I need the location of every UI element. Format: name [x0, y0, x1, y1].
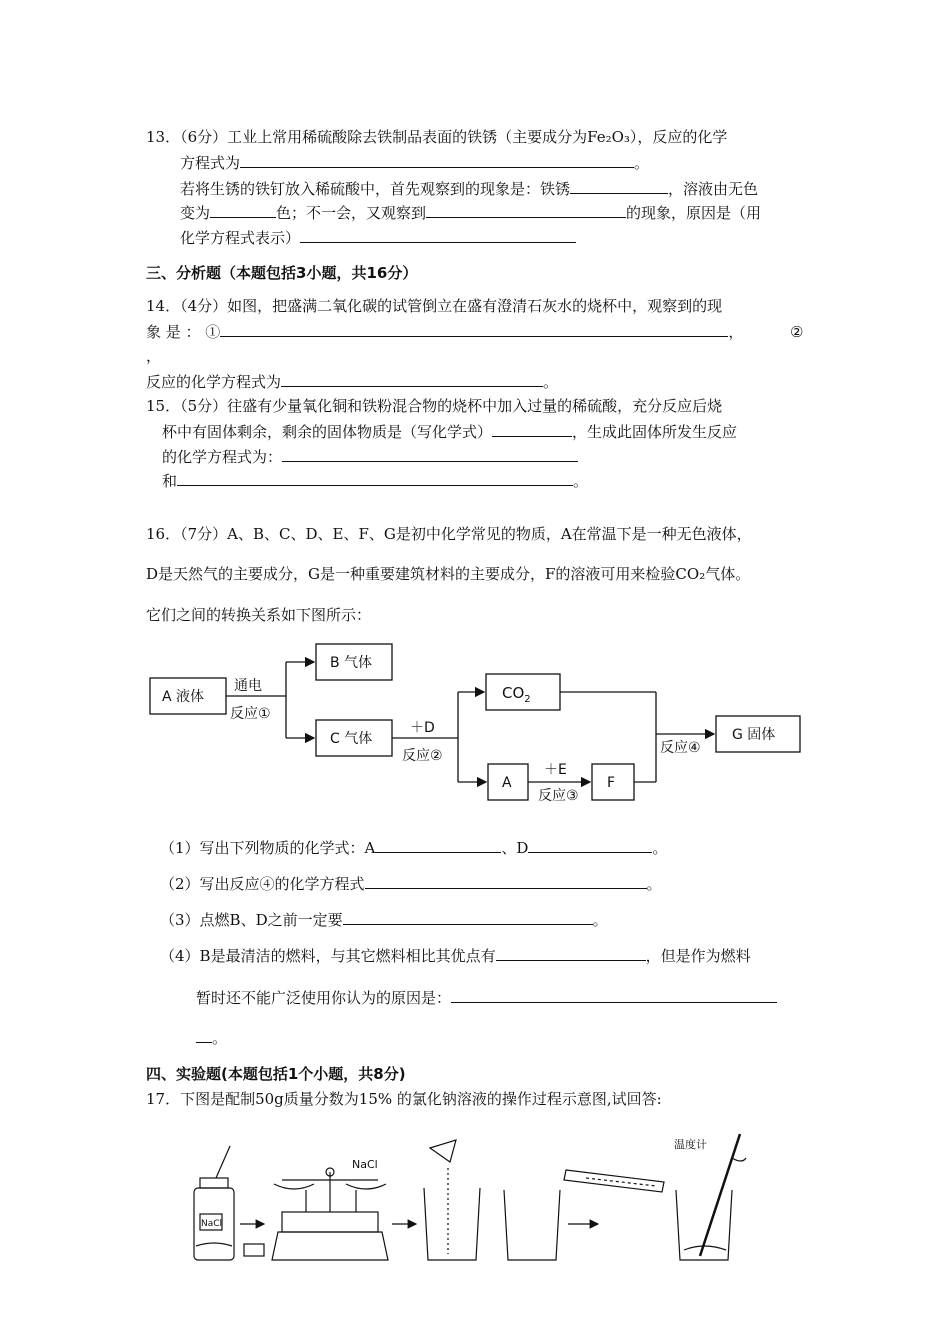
q16-line3: 它们之间的转换关系如下图所示： [146, 606, 372, 624]
q16-text: 。 [646, 875, 662, 893]
q16-text: （2）写出反应④的化学方程式 [160, 875, 365, 893]
answer-blank[interactable] [177, 471, 573, 486]
label-reaction-4: 反应④ [660, 740, 701, 756]
q16-line2: D是天然气的主要成分，G是一种重要建筑材料的主要成分，F的溶液可用来检验CO₂气体。 [146, 565, 751, 583]
q13-line1: 13．（6分）工业上常用稀硫酸除去铁制品表面的铁锈（主要成分为Fe₂O₃），反应的化学 [146, 128, 728, 146]
beaker-adding-salt [424, 1140, 480, 1260]
q13-text: 。 [634, 154, 650, 172]
answer-blank[interactable] [426, 203, 626, 218]
q13-line2 [180, 153, 649, 173]
q14-text: 。 [543, 373, 559, 391]
q16-text: ，但是作为燃料 [645, 947, 751, 965]
q13-line4 [180, 203, 761, 223]
q16-sub2 [160, 874, 662, 894]
q13-text: ，溶液由无色 [668, 180, 759, 198]
label-plus-e: ＋E [544, 762, 567, 778]
q16-sub4-line3 [196, 1028, 227, 1048]
nacl-reagent-bottle [194, 1146, 234, 1260]
watch-glass [244, 1244, 264, 1256]
answer-blank[interactable] [240, 153, 634, 168]
q15-text: 和 [162, 472, 178, 490]
q14-text: ， [728, 323, 744, 341]
solution-preparation-illustration [186, 1128, 776, 1268]
section-three-title: 三、分析题（本题包括3小题，共16分） [146, 264, 418, 282]
q16-sub4 [160, 946, 751, 966]
q14-line1: 14．（4分）如图，把盛满二氧化碳的试管倒立在盛有澄清石灰水的烧杯中，观察到的现 [146, 297, 723, 315]
box-co2-label [502, 684, 531, 705]
graduated-cylinder [564, 1170, 664, 1192]
q16-sub3 [160, 910, 608, 930]
reaction-flow-diagram [140, 636, 820, 808]
q14-text: 反应的化学方程式为 [146, 373, 282, 391]
q15-line2 [162, 422, 737, 442]
box-b-label: B 气体 [330, 655, 373, 671]
answer-blank[interactable] [365, 874, 647, 889]
box-a-label: A 液体 [162, 689, 205, 705]
answer-blank[interactable] [496, 946, 646, 961]
beaker-dissolving [676, 1190, 732, 1260]
q15-line1: 15．（5分）往盛有少量氧化铜和铁粉混合物的烧杯中加入过量的稀硫酸，充分反应后烧 [146, 397, 723, 415]
answer-blank[interactable] [282, 447, 578, 462]
answer-blank[interactable] [528, 838, 652, 853]
beaker-water [504, 1190, 560, 1260]
co2-subscript: 2 [524, 694, 531, 705]
q16-text: （3）点燃B、D之前一定要 [160, 911, 343, 929]
q16-text: 。 [592, 911, 608, 929]
bottle-label: NaCl [201, 1219, 223, 1229]
co2-main: CO [502, 684, 525, 702]
q14-text: 象 是 ： ① [146, 323, 221, 341]
q16-text: 。 [212, 1029, 228, 1047]
q14-line2 [146, 322, 743, 342]
thermometer-ring [732, 1158, 746, 1161]
label-electrolysis: 通电 [234, 678, 262, 694]
answer-blank[interactable] [281, 372, 543, 387]
answer-blank[interactable] [570, 179, 668, 194]
q17-line1: 17．下图是配制50g质量分数为15% 的氯化钠溶液的操作过程示意图,试回答: [146, 1090, 662, 1108]
q16-text: 、D [501, 839, 529, 857]
q13-line5 [180, 228, 576, 248]
q13-text: 方程式为 [180, 154, 241, 172]
box-a-small-label: A [502, 775, 512, 791]
q15-text: ，生成此固体所发生反应 [572, 423, 738, 441]
q16-text: 。 [652, 839, 668, 857]
q15-line3 [162, 447, 578, 467]
label-reaction-3: 反应③ [538, 788, 579, 804]
q16-sub4-line2 [196, 988, 777, 1008]
thermometer [700, 1134, 740, 1256]
answer-blank[interactable] [196, 1028, 212, 1043]
q14-circle-two: ② [790, 323, 804, 341]
box-g-label: G 固体 [732, 727, 776, 743]
answer-blank[interactable] [300, 228, 576, 243]
answer-blank[interactable] [210, 203, 276, 218]
q13-text: 变为 [180, 204, 211, 222]
answer-blank[interactable] [343, 910, 593, 925]
answer-blank[interactable] [375, 838, 501, 853]
answer-blank[interactable] [492, 422, 572, 437]
q16-sub1 [160, 838, 667, 858]
label-reaction-1: 反应① [230, 706, 271, 722]
answer-blank[interactable] [220, 322, 728, 337]
q13-text: 色；不一会，又观察到 [276, 204, 427, 222]
label-plus-d: ＋D [410, 720, 435, 736]
label-reaction-2: 反应② [402, 748, 443, 764]
scale-nacl-label: NaCl [352, 1158, 378, 1171]
q16-text: 暂时还不能广泛使用你认为的原因是： [196, 989, 452, 1007]
q16-text: （1）写出下列物质的化学式：A [160, 839, 376, 857]
box-c-label: C 气体 [330, 731, 373, 747]
q16-text: （4）B是最清洁的燃料，与其它燃料相比其优点有 [160, 947, 496, 965]
box-f-label: F [607, 775, 616, 791]
q15-text: 的化学方程式为： [162, 448, 283, 466]
q13-text: 的现象，原因是（用 [626, 204, 762, 222]
q13-text: 化学方程式表示） [180, 229, 301, 247]
q14-line4 [146, 372, 558, 392]
q13-line3 [180, 179, 758, 199]
q15-text: 杯中有固体剩余，剩余的固体物质是（写化学式） [162, 423, 493, 441]
q15-text: 。 [573, 472, 589, 490]
thermometer-label: 温度计 [674, 1138, 707, 1151]
q14-line3: ， [146, 347, 162, 365]
q16-line1: 16．（7分）A、B、C、D、E、F、G是初中化学常见的物质，A在常温下是一种无色液体， [146, 525, 752, 543]
q13-text: 若将生锈的铁钉放入稀硫酸中，首先观察到的现象是：铁锈 [180, 180, 571, 198]
section-four-title: 四、实验题(本题包括1个小题，共8分) [146, 1065, 406, 1083]
balance-scale [272, 1168, 388, 1260]
answer-blank[interactable] [451, 988, 777, 1003]
q15-line4 [162, 471, 588, 491]
